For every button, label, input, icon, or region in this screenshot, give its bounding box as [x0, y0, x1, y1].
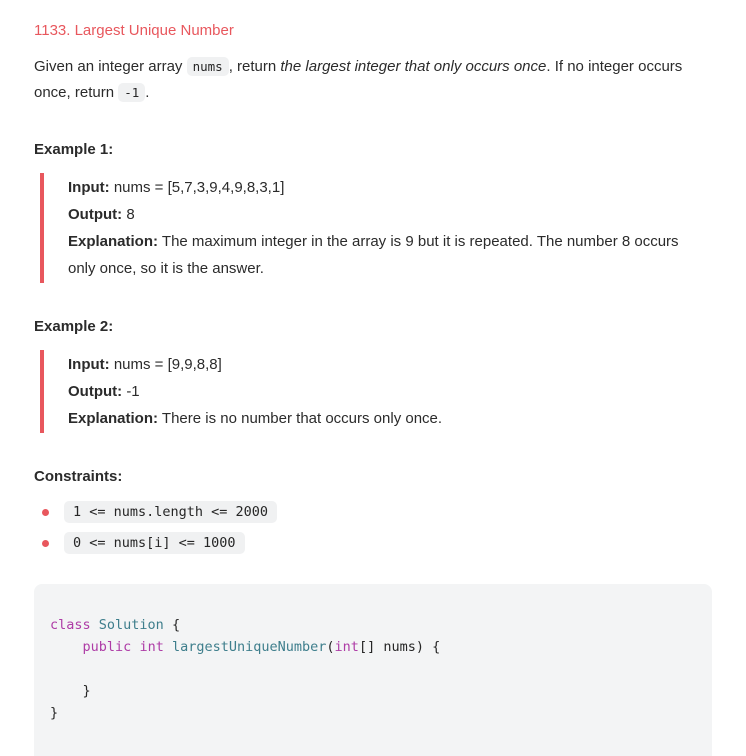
- explanation-value: There is no number that occurs only once.: [161, 410, 443, 427]
- explanation-label: Explanation:: [68, 233, 159, 250]
- constraint-item: [42, 501, 712, 523]
- inline-code-neg1: -1: [118, 83, 145, 102]
- description-text: .: [145, 84, 150, 101]
- code-token-identifier: Solution: [98, 617, 164, 633]
- bullet-dot-icon: [42, 540, 49, 547]
- example-2-explanation-row: [68, 405, 682, 432]
- description-text: Given an integer array: [34, 58, 187, 75]
- code-token: {: [163, 617, 181, 633]
- code-token: (: [326, 639, 335, 655]
- output-value: 8: [126, 206, 135, 223]
- constraint-code: 1 <= nums.length <= 2000: [64, 501, 277, 523]
- code-token-keyword: int: [139, 639, 164, 655]
- code-line: [50, 658, 696, 680]
- code-token-keyword: public: [82, 639, 132, 655]
- code-token: [91, 617, 99, 633]
- input-value: nums = [5,7,3,9,4,9,8,3,1]: [113, 179, 285, 196]
- example-2-blockquote: [40, 350, 712, 433]
- explanation-value: The maximum integer in the array is 9 but it is repeated. The number 8 occurs only once, so it is the answer.: [68, 233, 679, 277]
- code-line: [50, 702, 696, 724]
- constraints-heading: Constraints:: [34, 468, 123, 485]
- example-1-output-row: [68, 201, 682, 228]
- bullet-dot-icon: [42, 509, 49, 516]
- constraint-item: [42, 532, 712, 554]
- code-token: }: [50, 705, 59, 721]
- description-italic: the largest integer that only occurs once: [280, 58, 547, 75]
- constraints-list: [34, 501, 712, 554]
- problem-description: [34, 54, 712, 106]
- output-value: -1: [126, 383, 140, 400]
- code-token: [164, 639, 172, 655]
- code-token-identifier: largestUniqueNumber: [171, 639, 327, 655]
- description-text: , return: [228, 58, 281, 75]
- output-label: Output:: [68, 383, 123, 400]
- explanation-label: Explanation:: [68, 410, 159, 427]
- code-token: }: [50, 683, 91, 699]
- input-value: nums = [9,9,8,8]: [113, 356, 222, 373]
- code-line: [50, 680, 696, 702]
- example-1-explanation-row: [68, 228, 682, 282]
- input-label: Input:: [68, 356, 110, 373]
- code-line: [50, 614, 696, 636]
- code-line: [50, 636, 696, 658]
- code-token: [50, 639, 83, 655]
- example-1-blockquote: [40, 173, 712, 283]
- inline-code-nums: nums: [187, 57, 229, 76]
- code-token: [] nums) {: [358, 639, 441, 655]
- code-editor[interactable]: [34, 584, 712, 756]
- example-1-heading: Example 1:: [34, 141, 114, 158]
- code-token-keyword: class: [50, 617, 91, 633]
- example-2-input-row: [68, 351, 682, 378]
- example-2-output-row: [68, 378, 682, 405]
- description-text: . If no integer occurs once, return: [34, 58, 683, 101]
- output-label: Output:: [68, 206, 123, 223]
- input-label: Input:: [68, 179, 110, 196]
- problem-title[interactable]: 1133. Largest Unique Number: [34, 22, 234, 39]
- example-2-heading: Example 2:: [34, 318, 114, 335]
- example-1-input-row: [68, 174, 682, 201]
- constraint-code: 0 <= nums[i] <= 1000: [64, 532, 245, 554]
- code-token-keyword: int: [334, 639, 359, 655]
